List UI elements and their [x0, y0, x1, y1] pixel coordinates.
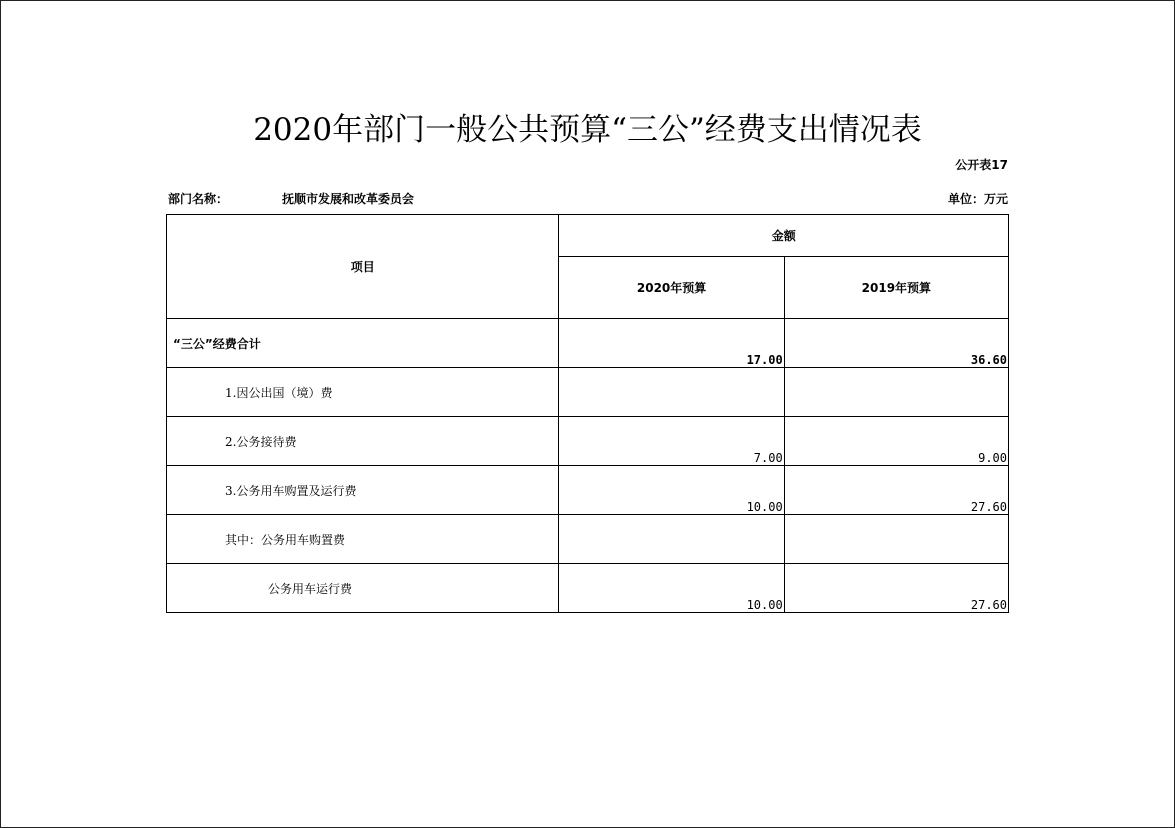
budget-table [166, 214, 1009, 613]
header-2019-budget: 2019年预算 [784, 257, 1008, 319]
unit-label: 单位：万元 [947, 192, 1008, 206]
table-number: 公开表17 [955, 158, 1008, 172]
table-row-total [167, 319, 1009, 368]
item-cell [167, 515, 559, 564]
value-2020-cell [559, 417, 784, 466]
item-cell [167, 319, 559, 368]
header-row-1 [167, 215, 1009, 257]
table-row [167, 368, 1009, 417]
value-2020: 10.00 [746, 598, 783, 612]
value-2020-cell [559, 564, 784, 613]
item-cell [167, 564, 559, 613]
item-label: 其中：公务用车购置费 [225, 533, 346, 547]
department-label: 部门名称： [168, 192, 229, 206]
value-2020: 17.00 [746, 353, 783, 367]
value-2019: 36.60 [970, 353, 1007, 367]
header-item: 项目 [167, 215, 559, 319]
value-2019: 27.60 [970, 500, 1007, 514]
value-2019: 9.00 [978, 451, 1007, 465]
department-name: 抚顺市发展和改革委员会 [282, 192, 415, 206]
item-label: “三公”经费合计 [173, 337, 261, 351]
value-2019-cell [784, 466, 1008, 515]
item-cell [167, 417, 559, 466]
item-label: 3.公务用车购置及运行费 [225, 484, 357, 498]
value-2019-cell [784, 319, 1008, 368]
value-2020-cell [559, 466, 784, 515]
value-2019-cell [784, 417, 1008, 466]
value-2019: 27.60 [970, 598, 1007, 612]
item-label: 公务用车运行费 [268, 582, 353, 596]
table-row [167, 417, 1009, 466]
value-2020-cell [559, 319, 784, 368]
value-2020: 7.00 [753, 451, 783, 465]
value-2020-cell [559, 368, 784, 417]
item-cell [167, 466, 559, 515]
item-label: 1.因公出国（境）费 [225, 386, 333, 400]
table-row [167, 515, 1009, 564]
value-2019-cell [784, 564, 1008, 613]
value-2020: 10.00 [746, 500, 783, 514]
value-2020-cell [559, 515, 784, 564]
table-row [167, 564, 1009, 613]
value-2019-cell [784, 515, 1008, 564]
header-2020-budget: 2020年预算 [559, 257, 784, 319]
document-title: 2020年部门一般公共预算“三公”经费支出情况表 [253, 112, 922, 148]
item-label: 2.公务接待费 [225, 435, 297, 449]
item-cell [167, 368, 559, 417]
table-row [167, 466, 1009, 515]
value-2019-cell [784, 368, 1008, 417]
header-amount: 金额 [559, 215, 1009, 257]
